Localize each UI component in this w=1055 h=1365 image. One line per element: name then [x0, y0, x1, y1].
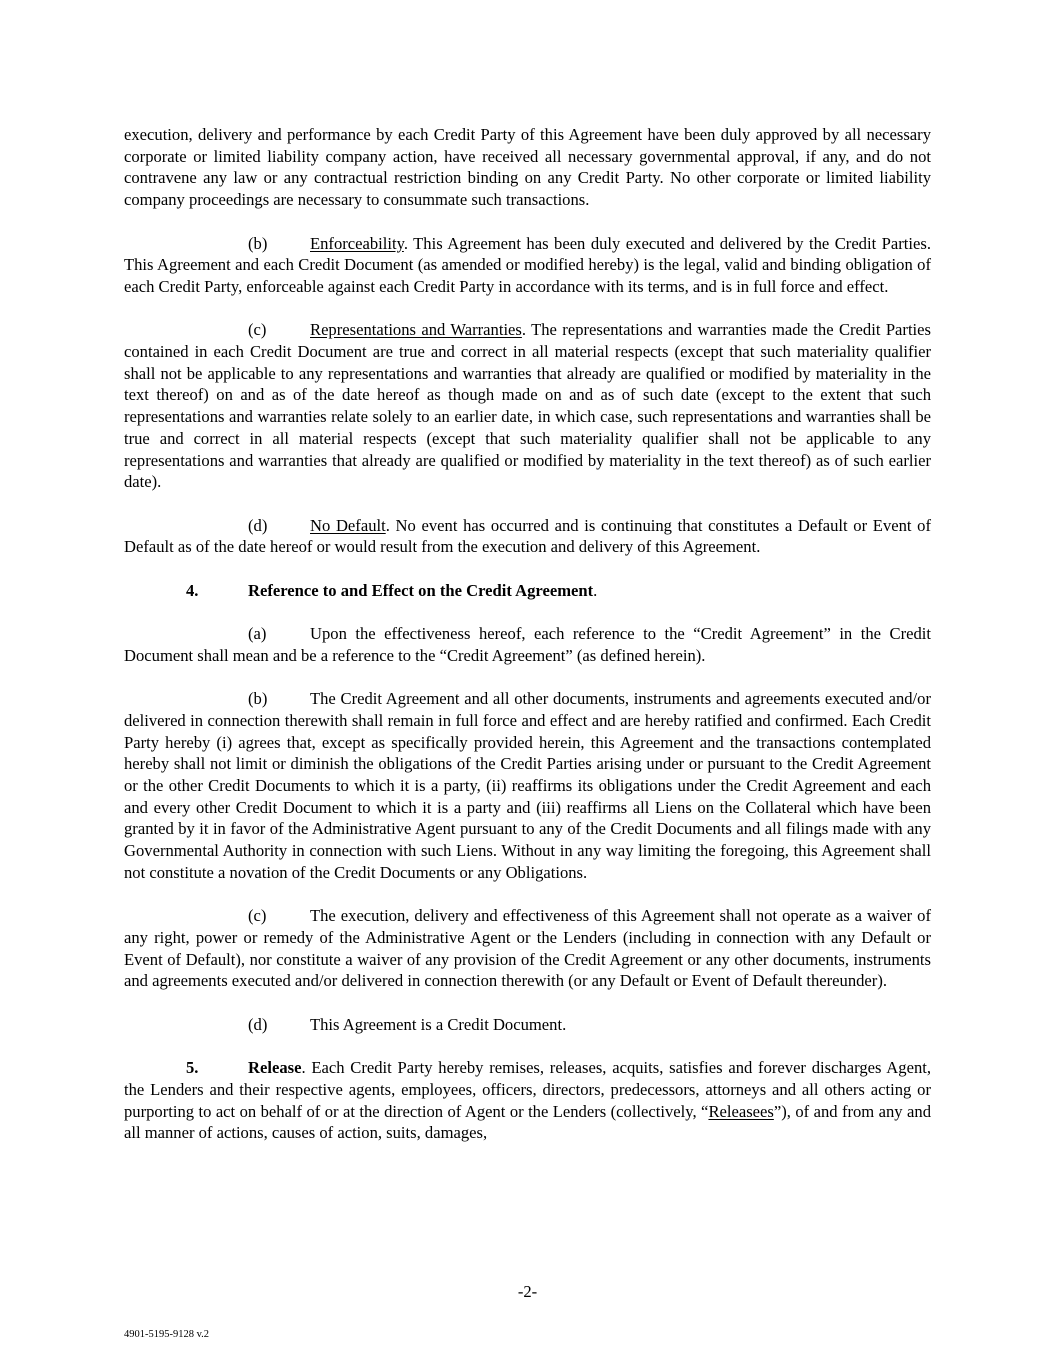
section-3c-title: Representations and Warranties: [310, 320, 522, 340]
section-5-defined-term: Releasees: [708, 1101, 774, 1121]
section-5-title: Release: [248, 1058, 302, 1078]
document-body: [124, 124, 931, 1166]
section-3b-enforceability: [124, 233, 931, 298]
section-4c: [124, 905, 931, 992]
section-3c-text: . The representations and warranties made the Credit Parties contained in each Credit Document are true and correct in all material respects (except that such materiality qualifier shall not be applicable to any representations and warranties that already are qualified or modified by materiality in the text thereof) on and as of the date hereof as though made on and as of such date (except to the extent that such representations and warranties relate solely to an earlier date, in which case, such representations and warranties shall be true and correct in all material respects (except that such materiality qualifier shall not be applicable to any representations and warranties that already are qualified or modified by materiality in the text thereof) as of such earlier date).: [124, 320, 931, 492]
section-4a: [124, 623, 931, 666]
section-4c-label: (c): [248, 906, 267, 926]
section-5-release: [124, 1057, 931, 1144]
section-3c-label: (c): [248, 320, 267, 340]
section-4b: [124, 688, 931, 883]
paragraph-intro: execution, delivery and performance by each Credit Party of this Agreement have been duly approved by all necessary corporate or limited liability company action, have received all necessary governmental approval, if any, and do not contravene any law or any contractual restriction binding on any Credit Party. No other corporate or limited liability company proceedings are necessary to consummate such transactions.: [124, 125, 931, 210]
section-4-heading-end: .: [593, 580, 598, 600]
section-3d-label: (d): [248, 515, 268, 535]
section-4-title: Reference to and Effect on the Credit Agreement: [248, 580, 594, 600]
section-4d-text: This Agreement is a Credit Document.: [310, 1014, 567, 1034]
document-id: 4901-5195-9128 v.2: [124, 1329, 210, 1340]
section-3b-label: (b): [248, 233, 268, 253]
section-4a-label: (a): [248, 624, 267, 644]
section-3d-no-default: [124, 515, 931, 558]
section-3d-title: No Default: [310, 515, 386, 535]
section-5-text-before: . Each Credit Party hereby remises, releases, acquits, satisfies and forever discharges Agent, the Lenders and their respective agents, employees, officers, directors, predecessors, attorneys and all others acting or purporting to act on behalf of or at the direction of Agent or the Lenders (collectively, “: [124, 1058, 931, 1121]
section-4-heading: [124, 580, 931, 602]
section-3d-text: . No event has occurred and is continuing that constitutes a Default or Event of Default as of the date hereof or would result from the execution and delivery of this Agreement.: [124, 515, 932, 557]
section-3b-title: Enforceability: [310, 233, 404, 253]
section-4b-label: (b): [248, 689, 268, 709]
section-4a-text: Upon the effectiveness hereof, each reference to the “Credit Agreement” in the Credit Document shall mean and be a reference to the “Credit Agreement” (as defined herein).: [124, 624, 931, 665]
page-number: -2-: [517, 1282, 538, 1301]
section-4c-text: The execution, delivery and effectiveness of this Agreement shall not operate as a waiver of any right, power or remedy of the Administrative Agent or the Lenders (including in connection with any Default or Event of Default), nor constitute a waiver of any provision of the Credit Agreement or any other documents, instruments and agreements executed and/or delivered in connection therewith (or any Default or Event of Default thereunder).: [124, 906, 931, 991]
section-4d: [124, 1014, 931, 1036]
section-5-text-after: ”), of and from any and all manner of actions, causes of action, suits, damages,: [124, 1101, 931, 1143]
section-3c-representations: [124, 319, 931, 493]
section-3b-text: . This Agreement has been duly executed and delivered by the Credit Parties. This Agreement and each Credit Document (as amended or modified hereby) is the legal, valid and binding obligation of each Credit Party, enforceable against each Credit Party in accordance with its terms, and is in full force and effect.: [124, 233, 931, 296]
section-4-number: 4.: [186, 580, 199, 600]
section-4b-text: The Credit Agreement and all other documents, instruments and agreements executed and/or delivered in connection therewith shall remain in full force and effect and are hereby ratified and confirmed. Each Credit Party hereby (i) agrees that, except as specifically provided herein, this Agreement and the transactions contemplated hereby shall not limit or diminish the obligations of the Credit Parties arising under or pursuant to the Credit Agreement or the other Credit Documents to which it is a party, (ii) reaffirms its obligations under the Credit Agreement and each and every other Credit Document to which it is a party and (iii) reaffirms all Liens on the Collateral which have been granted by it in favor of the Administrative Agent pursuant to any of the Credit Documents and all filings made with any Governmental Authority in connection with such Liens. Without in any way limiting the foregoing, this Agreement shall not constitute a novation of the Credit Documents or any Obligations.: [124, 689, 931, 882]
section-5-number: 5.: [186, 1058, 199, 1078]
section-4d-label: (d): [248, 1014, 268, 1034]
